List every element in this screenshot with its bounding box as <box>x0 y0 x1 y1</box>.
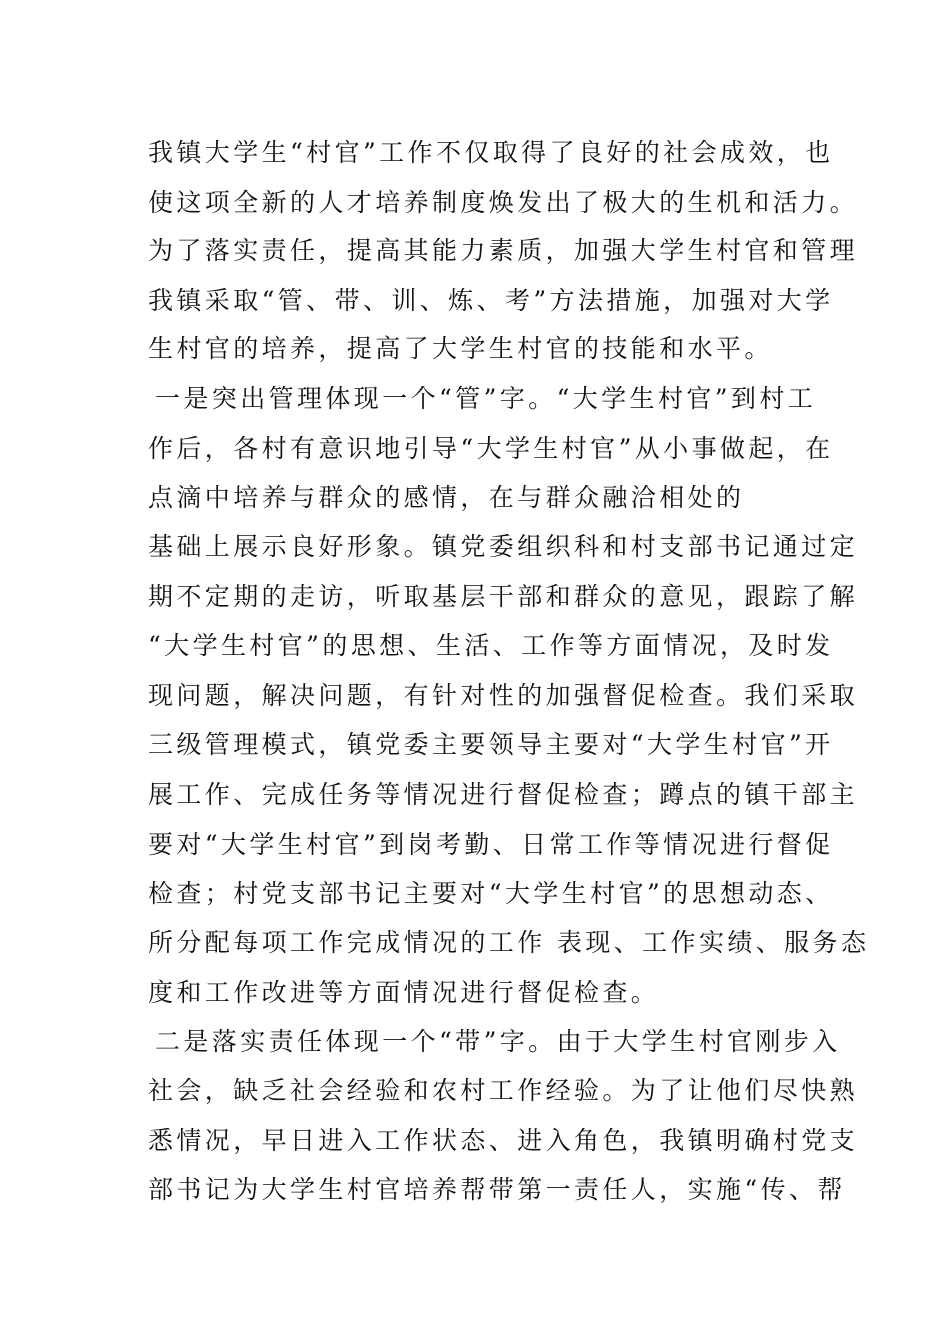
text-line: 悉情况，早日进入工作状态、进入角色，我镇明确村党支 <box>148 1126 859 1155</box>
text-line: 现问题，解决问题，有针对性的加强督促检查。我们采取 <box>148 681 859 710</box>
text-line: 点滴中培养与群众的感情，在与群众融洽相处的 <box>148 483 745 512</box>
text-line: 为了落实责任，提高其能力素质，加强大学生村官和管理 <box>148 236 859 265</box>
text-line: 所分配每项工作完成情况的工作 表现、工作实绩、服务态 <box>148 928 870 957</box>
text-line: 作后，各村有意识地引导“大学生村官”从小事做起，在 <box>148 434 834 463</box>
text-line: 度和工作改进等方面情况进行督促检查。 <box>148 978 660 1007</box>
paragraph-start-line: 一是突出管理体现一个“管”字。“大学生村官”到村工 <box>155 384 817 413</box>
text-line: 我镇采取“管、带、训、炼、考”方法措施，加强对大学 <box>148 286 834 315</box>
text-line: 三级管理模式，镇党委主要领导主要对“大学生村官”开 <box>148 730 834 759</box>
text-line: 期不定期的走访，听取基层干部和群众的意见，跟踪了解 <box>148 582 859 611</box>
paragraph-start-line: 二是落实责任体现一个“带”字。由于大学生村官刚步入 <box>155 1027 841 1056</box>
text-line: 检查；村党支部书记主要对“大学生村官”的思想动态、 <box>148 879 834 908</box>
text-line: 社会，缺乏社会经验和农村工作经验。为了让他们尽快熟 <box>148 1076 859 1105</box>
text-line: 展工作、完成任务等情况进行督促检查；蹲点的镇干部主 <box>148 780 859 809</box>
text-line: “大学生村官”的思想、生活、工作等方面情况，及时发 <box>148 631 834 660</box>
text-line: 要对“大学生村官”到岗考勤、日常工作等情况进行督促 <box>148 830 834 859</box>
text-line: 基础上展示良好形象。镇党委组织科和村支部书记通过定 <box>148 532 859 561</box>
text-line: 我镇大学生“村官”工作不仅取得了良好的社会成效，也 <box>148 138 834 167</box>
text-line: 部书记为大学生村官培养帮带第一责任人，实施“传、帮 <box>148 1175 846 1204</box>
text-line: 生村官的培养，提高了大学生村官的技能和水平。 <box>148 334 773 363</box>
text-line: 使这项全新的人才培养制度焕发出了极大的生机和活力。 <box>148 188 859 217</box>
